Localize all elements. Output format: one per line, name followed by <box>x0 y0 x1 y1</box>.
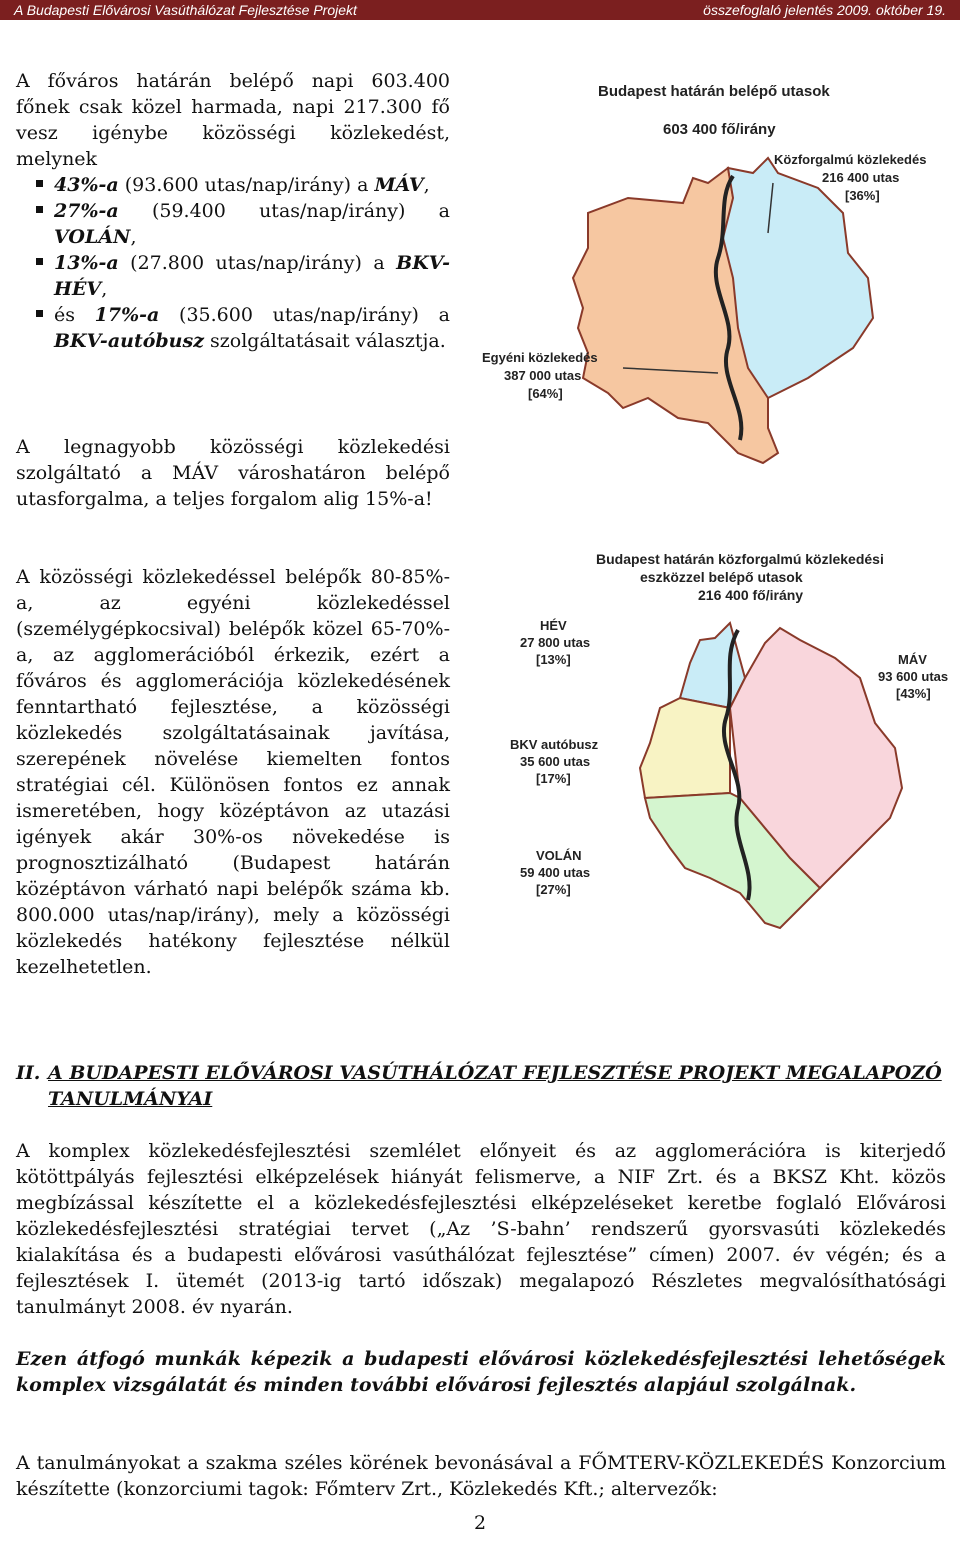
header-right: összefoglaló jelentés 2009. október 19. <box>703 2 946 18</box>
volan-pct: [27%] <box>536 882 571 897</box>
bkv-area <box>640 698 730 798</box>
paragraph-mav: A legnagyobb közösségi közlekedési szolgáltató a MÁV városhatáron belépő utasforgalma, a teljes forgalom alig 15%-a! <box>16 436 450 510</box>
section-title: A BUDAPESTI ELŐVÁROSI VASÚTHÁLÓZAT FEJLESZTÉSE PROJEKT MEGALAPOZÓ TANULMÁNYAI <box>48 1062 942 1110</box>
share-list <box>16 172 450 354</box>
paragraph-emphasis: Ezen átfogó munkák képezik a budapesti elővárosi közlekedésfejlesztési lehetőségek komplex vizsgálatát és minden további elővárosi fejlesztés alapjául szolgálnak. <box>16 1348 946 1396</box>
list-item <box>16 250 450 302</box>
map-public-transport <box>490 548 956 938</box>
hev-value: 27 800 utas <box>520 635 591 650</box>
bkv-label: BKV autóbusz <box>510 737 599 752</box>
list-item <box>16 198 450 250</box>
map2-title-line1: Budapest határán közforgalmú közlekedési <box>596 551 884 567</box>
paragraph-background: A komplex közlekedésfejlesztési szemlélet előnyeit és az agglomerációra is kiterjedő kötöttpályás fejlesztési elképzelések hiányát felismerve, a NIF Zrt. és a BKSZ Kht. közös megbízással készítette el a közlekedésfejlesztési elképzeléseket keretbe foglaló Elővárosi közlekedésfejlesztési stratégiai tervet („Az ’S-bahn’ rendszerű gyorsvasúti közlekedés kialakítása és a budapesti elővárosi vasúthálózat fejlesztése” címen) 2007. év végén; és a fejlesztések I. ütemét (2013-ig tartó időszak) megalapozó Részletes megvalósíthatósági tanulmányt 2008. év nyarán. <box>16 1140 946 1318</box>
mav-label: MÁV <box>898 652 927 667</box>
intro-block <box>16 68 450 354</box>
detail: (27.800 utas/nap/irány) a <box>118 252 397 274</box>
pct: 17%-a <box>94 304 160 326</box>
private-label: Egyéni közlekedés <box>482 350 598 365</box>
pre: és <box>54 304 95 326</box>
operator: VOLÁN <box>54 226 131 248</box>
list-item <box>16 302 450 354</box>
operator: BKV-autóbusz <box>54 330 204 352</box>
pct: 27%-a <box>54 200 119 222</box>
mav-pct: [43%] <box>896 686 931 701</box>
end: , <box>101 278 108 300</box>
detail: (59.400 utas/nap/irány) a <box>118 200 450 222</box>
section-number: II. <box>16 1062 41 1084</box>
section-heading <box>16 1060 946 1112</box>
private-value: 387 000 utas <box>504 368 582 383</box>
volan-label: VOLÁN <box>536 848 582 863</box>
detail: (35.600 utas/nap/irány) a <box>159 304 450 326</box>
end: , <box>130 226 137 248</box>
public-value: 216 400 utas <box>822 170 900 185</box>
volan-value: 59 400 utas <box>520 865 591 880</box>
end: szolgáltatásait választja. <box>203 330 446 352</box>
bkv-value: 35 600 utas <box>520 754 591 769</box>
page-number: 2 <box>473 1512 487 1534</box>
bkv-pct: [17%] <box>536 771 571 786</box>
public-pct: [36%] <box>845 188 880 203</box>
hev-label: HÉV <box>540 618 567 633</box>
intro-lead: A főváros határán belépő napi 603.400 főnek csak közel harmada, napi 217.300 fő vesz igénybe közösségi közlekedést, melynek <box>16 70 450 170</box>
paragraph-consortium: A tanulmányokat a szakma széles körének bevonásával a FŐMTERV-KÖZLEKEDÉS Konzorcium készítette (konzorciumi tagok: Főmterv Zrt., Közlekedés Kft.; altervezők: <box>16 1452 946 1500</box>
detail: (93.600 utas/nap/irány) a <box>118 174 375 196</box>
page-header <box>0 0 960 20</box>
private-pct: [64%] <box>528 386 563 401</box>
paragraph-agglomeration: A közösségi közlekedéssel belépők 80-85%-a, az egyéni közlekedéssel (személygépkocsival) belépők közel 65-70%-a, az agglomerációból érkezik, ezért a főváros és agglomerációja közlekedésének fenntartható fejlesztése, a közösségi közlekedés szolgáltatásainak javítása, szerepének növelése kiemelten fontos stratégiai cél. Különösen fontos ez annak ismeretében, hogy középtávon az utazási igények akár 30%-os növekedése is prognosztizálható (Budapest határán középtávon várható napi belépők száma kb. 800.000 utas/nap/irány), mely a közösségi közlekedés hatékony fejlesztése nélkül kezelhetetlen. <box>16 566 450 978</box>
map1-subtitle: 603 400 fő/irány <box>663 121 776 138</box>
pct: 43%-a <box>54 174 119 196</box>
mav-value: 93 600 utas <box>878 669 949 684</box>
header-left: A Budapesti Elővárosi Vasúthálózat Fejlesztése Projekt <box>14 2 357 18</box>
public-label: Közforgalmú közlekedés <box>774 152 927 167</box>
map-entering-passengers <box>478 78 956 478</box>
map1-title: Budapest határán belépő utasok <box>598 83 830 100</box>
hev-pct: [13%] <box>536 652 571 667</box>
operator: BKV-HÉV <box>54 252 450 300</box>
pct: 13%-a <box>54 252 119 274</box>
end: , <box>423 174 430 196</box>
operator: MÁV <box>374 174 424 196</box>
map2-title-line2: eszközzel belépő utasok <box>640 569 803 585</box>
map2-subtitle: 216 400 fő/irány <box>698 587 804 603</box>
list-item <box>16 172 450 198</box>
